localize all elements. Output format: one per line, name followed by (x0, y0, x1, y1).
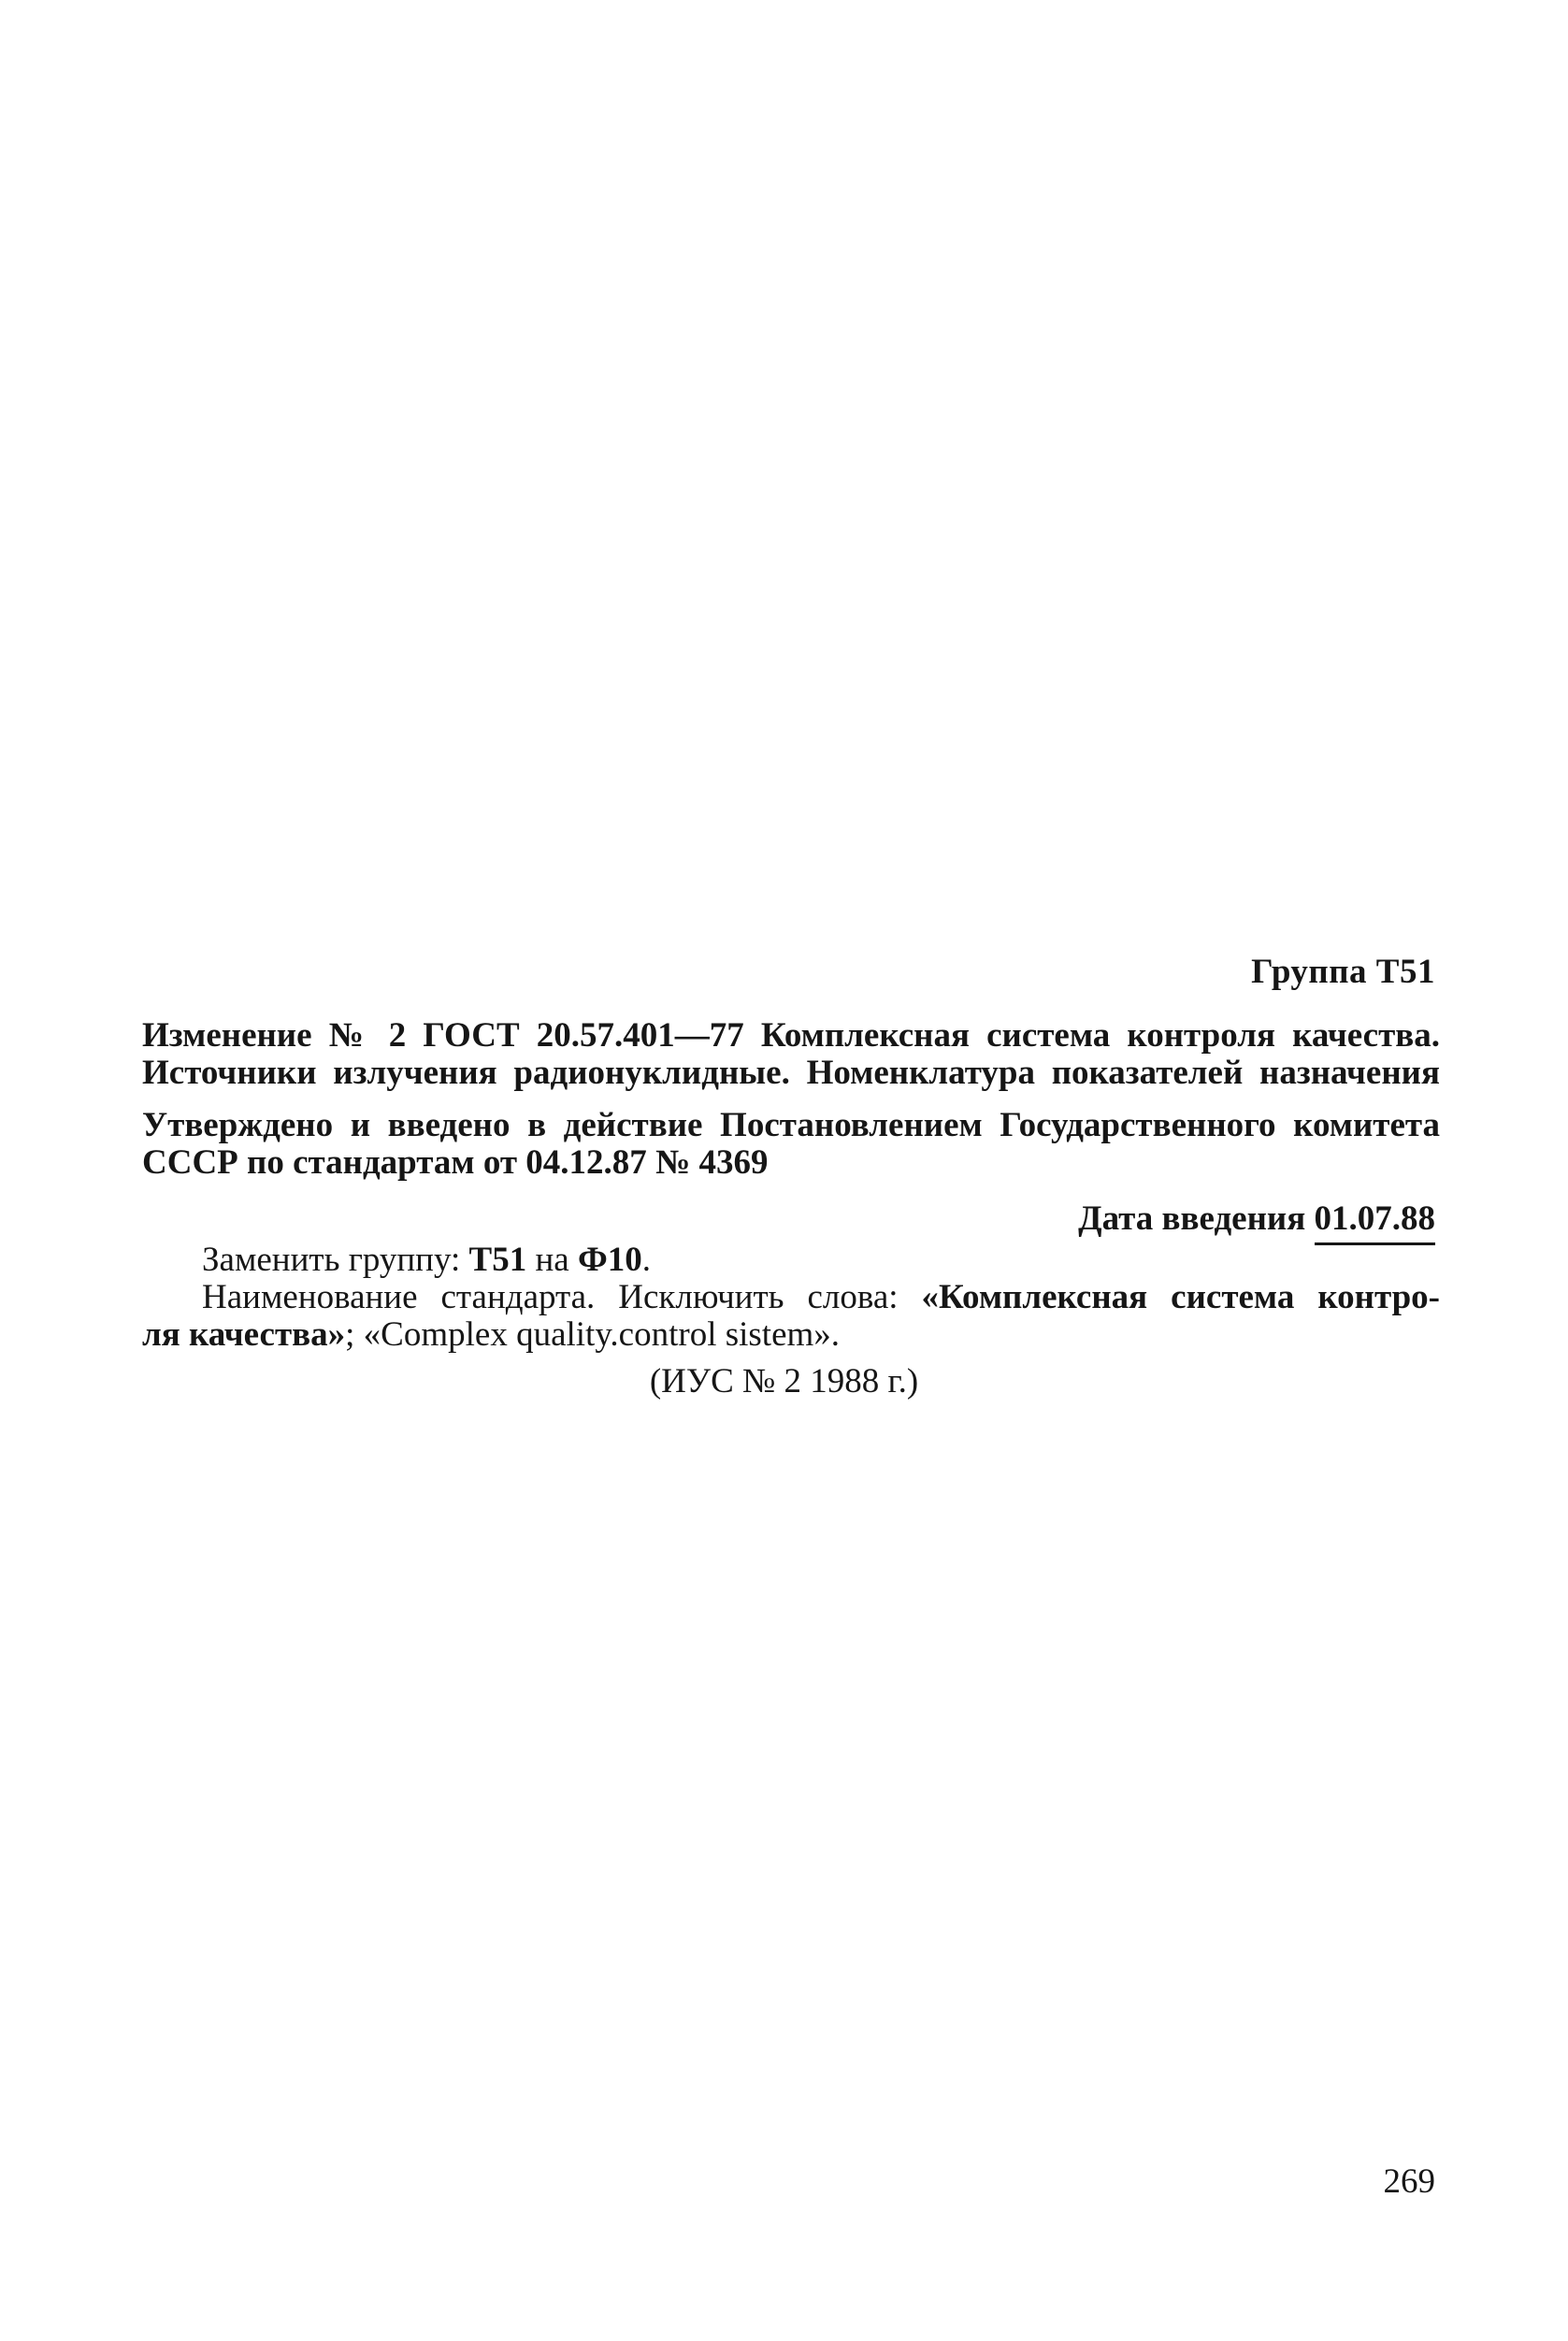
replace-group-paragraph (202, 1242, 651, 1279)
approval-line-1: Утверждено и введено в действие Постановлением Государственного комитета (142, 1106, 1440, 1144)
replace-prefix: Заменить группу: (202, 1241, 469, 1279)
ius-reference: (ИУС № 2 1988 г.) (649, 1362, 919, 1400)
amendment-title-line-1: Изменение № 2 ГОСТ 20.57.401—77 Комплексная система контроля качества. (142, 1016, 1440, 1055)
introduction-date-value: 01.07.88 (1315, 1199, 1436, 1245)
introduction-date-label: Дата введения (1078, 1199, 1306, 1238)
approval-line-2: СССР по стандартам от 04.12.87 № 4369 (142, 1143, 769, 1182)
standard-name-paragraph-line-1 (202, 1279, 1440, 1316)
standard-name-paragraph-line-2 (142, 1316, 840, 1354)
excluded-words-part-1: «Комплексная система контро- (921, 1278, 1441, 1316)
replace-suffix: . (641, 1241, 651, 1279)
replace-to-code: Ф10 (577, 1241, 642, 1279)
introduction-date (1078, 1199, 1435, 1245)
name-prefix: Наименование стандарта. Исключить слова: (202, 1278, 922, 1316)
replace-from-code: Т51 (468, 1241, 527, 1279)
excluded-english-words: ; «Complex quality.control sistem». (345, 1315, 841, 1354)
replace-mid: на (526, 1241, 578, 1279)
amendment-title-line-2: Источники излучения радионуклидные. Номенклатура показателей назначения (142, 1054, 1440, 1092)
page-number: 269 (1383, 2162, 1435, 2201)
group-label: Группа Т51 (1251, 953, 1435, 991)
excluded-words-part-2: ля качества» (142, 1315, 346, 1354)
